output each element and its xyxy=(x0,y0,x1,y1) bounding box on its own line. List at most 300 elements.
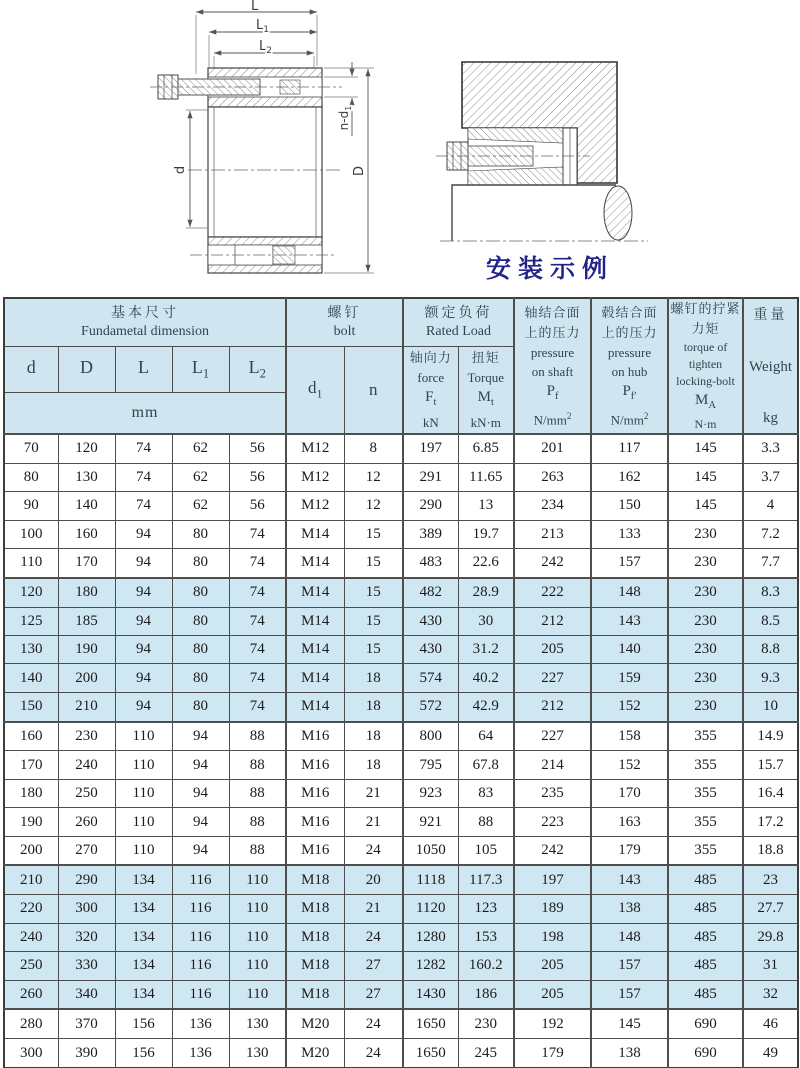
table-cell: 134 xyxy=(115,895,172,923)
table-cell: 210 xyxy=(4,865,58,894)
table-cell: 485 xyxy=(668,952,743,980)
table-cell: 222 xyxy=(514,578,591,607)
force-symbol: $F_t$ xyxy=(425,388,437,408)
locking-assembly-section xyxy=(436,128,590,185)
table-cell: 179 xyxy=(514,1039,591,1068)
col-torque xyxy=(458,346,514,434)
table-cell: 18 xyxy=(344,664,403,692)
table-cell: 145 xyxy=(668,492,743,520)
table-cell: 290 xyxy=(403,492,458,520)
table-cell: 227 xyxy=(514,664,591,692)
table-cell: 250 xyxy=(58,779,115,807)
col-n: n xyxy=(344,346,403,434)
table-cell: 234 xyxy=(514,492,591,520)
table-cell: 148 xyxy=(591,578,668,607)
torque-en: Torque xyxy=(467,369,505,385)
installation-caption: 安装示例 xyxy=(486,256,615,283)
table-cell: 1282 xyxy=(403,952,458,980)
dimension-D xyxy=(324,68,374,273)
torque-unit: kN·m xyxy=(470,414,501,430)
table-cell: 156 xyxy=(115,1009,172,1038)
table-row xyxy=(4,578,798,607)
table-cell: 46 xyxy=(743,1009,798,1038)
table-cell: 214 xyxy=(514,751,591,779)
table-cell: 230 xyxy=(458,1009,514,1038)
table-cell: 230 xyxy=(668,664,743,692)
table-cell: 74 xyxy=(229,520,286,548)
torque-symbol: $M_t$ xyxy=(477,388,494,408)
table-cell: 31.2 xyxy=(458,636,514,664)
table-cell: 430 xyxy=(403,636,458,664)
table-cell: 300 xyxy=(58,895,115,923)
table-cell: 94 xyxy=(115,664,172,692)
table-cell: 240 xyxy=(4,923,58,951)
table-cell: 56 xyxy=(229,492,286,520)
table-cell: 152 xyxy=(591,751,668,779)
tighten-en2: tighten xyxy=(688,357,723,371)
table-cell: M16 xyxy=(286,751,344,779)
table-cell: 74 xyxy=(115,492,172,520)
table-cell: 110 xyxy=(4,549,58,578)
table-cell: 20 xyxy=(344,865,403,894)
table-cell: 152 xyxy=(591,692,668,721)
table-cell: M14 xyxy=(286,636,344,664)
table-cell: 32 xyxy=(743,980,798,1009)
table-cell: 355 xyxy=(668,808,743,836)
table-cell: 153 xyxy=(458,923,514,951)
table-cell: 150 xyxy=(591,492,668,520)
table-cell: 355 xyxy=(668,751,743,779)
force-unit: kN xyxy=(422,414,439,430)
table-cell: 13 xyxy=(458,492,514,520)
table-cell: 7.2 xyxy=(743,520,798,548)
table-cell: 105 xyxy=(458,836,514,865)
table-cell: 230 xyxy=(668,520,743,548)
table-cell: 10 xyxy=(743,692,798,721)
table-cell: 134 xyxy=(115,865,172,894)
col-L2: $L_2$ xyxy=(229,346,286,392)
table-cell: 80 xyxy=(172,520,229,548)
table-cell: 190 xyxy=(4,808,58,836)
phub-cn1: 毂结合面 xyxy=(601,304,658,320)
table-cell: 67.8 xyxy=(458,751,514,779)
table-cell: 74 xyxy=(229,549,286,578)
table-cell: 227 xyxy=(514,722,591,751)
table-cell: 179 xyxy=(591,836,668,865)
weight-en: Weight xyxy=(749,359,792,375)
table-cell: 482 xyxy=(403,578,458,607)
table-cell: 320 xyxy=(58,923,115,951)
table-cell: 158 xyxy=(591,722,668,751)
table-row xyxy=(4,664,798,692)
table-cell: M14 xyxy=(286,578,344,607)
table-cell: 16.4 xyxy=(743,779,798,807)
table-cell: 572 xyxy=(403,692,458,721)
table-cell: 64 xyxy=(458,722,514,751)
table-cell: 355 xyxy=(668,779,743,807)
table-cell: M14 xyxy=(286,692,344,721)
table-cell: 245 xyxy=(458,1039,514,1068)
dimension-n-d1 xyxy=(324,62,358,136)
table-cell: 120 xyxy=(4,578,58,607)
table-cell: 31 xyxy=(743,952,798,980)
table-cell: 230 xyxy=(668,549,743,578)
table-cell: 125 xyxy=(4,607,58,635)
table-cell: 145 xyxy=(668,463,743,491)
table-cell: 170 xyxy=(4,751,58,779)
table-cell: 94 xyxy=(172,751,229,779)
table-cell: 8 xyxy=(344,434,403,463)
table-cell: M14 xyxy=(286,520,344,548)
table-cell: 389 xyxy=(403,520,458,548)
table-row xyxy=(4,1009,798,1038)
table-cell: 162 xyxy=(591,463,668,491)
table-cell: 390 xyxy=(58,1039,115,1068)
bolt-en: bolt xyxy=(333,323,356,339)
table-cell: 138 xyxy=(591,1039,668,1068)
table-row xyxy=(4,779,798,807)
table-cell: 56 xyxy=(229,434,286,463)
rated-en: Rated Load xyxy=(426,323,491,339)
table-cell: 134 xyxy=(115,952,172,980)
table-cell: 242 xyxy=(514,836,591,865)
table-cell: 170 xyxy=(58,549,115,578)
weight-unit: kg xyxy=(763,410,779,426)
table-cell: 300 xyxy=(4,1039,58,1068)
table-cell: 27.7 xyxy=(743,895,798,923)
table-cell: 140 xyxy=(4,664,58,692)
table-cell: 3.3 xyxy=(743,434,798,463)
col-L: L xyxy=(115,346,172,392)
table-cell: 160 xyxy=(4,722,58,751)
table-cell: 116 xyxy=(172,865,229,894)
table-cell: 94 xyxy=(172,836,229,865)
table-cell: 94 xyxy=(115,607,172,635)
table-cell: 197 xyxy=(403,434,458,463)
table-cell: 94 xyxy=(115,578,172,607)
table-cell: 242 xyxy=(514,549,591,578)
col-tighten-torque xyxy=(668,298,743,434)
table-row xyxy=(4,722,798,751)
table-cell: 24 xyxy=(344,1039,403,1068)
table-cell: 138 xyxy=(591,895,668,923)
table-cell: 94 xyxy=(172,722,229,751)
col-bolt xyxy=(286,298,403,346)
table-cell: 200 xyxy=(58,664,115,692)
table-cell: 1650 xyxy=(403,1039,458,1068)
table-cell: 80 xyxy=(172,549,229,578)
dim-label-n-d1: $n-d_1$ xyxy=(337,105,353,131)
col-D: D xyxy=(58,346,115,392)
table-cell: 1430 xyxy=(403,980,458,1009)
table-cell: 163 xyxy=(591,808,668,836)
basic-cn: 基本尺寸 xyxy=(111,305,179,321)
table-cell: 1280 xyxy=(403,923,458,951)
table-cell: M18 xyxy=(286,895,344,923)
table-cell: 130 xyxy=(229,1009,286,1038)
table-cell: 80 xyxy=(172,692,229,721)
table-cell: 130 xyxy=(58,463,115,491)
table-cell: 11.65 xyxy=(458,463,514,491)
table-cell: 116 xyxy=(172,952,229,980)
col-L1: $L_1$ xyxy=(172,346,229,392)
torque-cn: 扭矩 xyxy=(471,349,500,365)
table-cell: 110 xyxy=(229,980,286,1009)
table-cell: 23 xyxy=(743,865,798,894)
table-cell: 110 xyxy=(115,779,172,807)
table-cell: 116 xyxy=(172,980,229,1009)
table-cell: 140 xyxy=(591,636,668,664)
table-cell: M18 xyxy=(286,952,344,980)
table-cell: 12 xyxy=(344,463,403,491)
table-cell: 330 xyxy=(58,952,115,980)
table-row xyxy=(4,1039,798,1068)
table-cell: 9.3 xyxy=(743,664,798,692)
table-cell: 62 xyxy=(172,492,229,520)
table-cell: 291 xyxy=(403,463,458,491)
table-cell: 290 xyxy=(58,865,115,894)
table-cell: M18 xyxy=(286,865,344,894)
table-cell: 62 xyxy=(172,463,229,491)
table-cell: M16 xyxy=(286,836,344,865)
table-cell: M12 xyxy=(286,463,344,491)
table-cell: 88 xyxy=(229,751,286,779)
table-row xyxy=(4,865,798,894)
table-cell: 49 xyxy=(743,1039,798,1068)
tighten-cn1: 螺钉的拧紧 xyxy=(670,301,741,316)
table-cell: M12 xyxy=(286,434,344,463)
table-row xyxy=(4,607,798,635)
table-cell: 430 xyxy=(403,607,458,635)
table-cell: 110 xyxy=(115,722,172,751)
table-cell: 21 xyxy=(344,779,403,807)
table-cell: 88 xyxy=(229,808,286,836)
table-cell: 134 xyxy=(115,980,172,1009)
table-row xyxy=(4,895,798,923)
tighten-unit: N·m xyxy=(694,417,717,431)
dim-label-D: D xyxy=(352,165,367,177)
phub-unit: $N/mm^2$ xyxy=(610,410,649,428)
table-cell: 280 xyxy=(4,1009,58,1038)
table-cell: 210 xyxy=(58,692,115,721)
table-cell: 94 xyxy=(115,692,172,721)
table-cell: 40.2 xyxy=(458,664,514,692)
table-cell: 205 xyxy=(514,980,591,1009)
tighten-en1: torque of xyxy=(683,340,728,354)
table-cell: 17.2 xyxy=(743,808,798,836)
table-cell: 110 xyxy=(229,865,286,894)
table-cell: 485 xyxy=(668,980,743,1009)
table-row xyxy=(4,980,798,1009)
table-cell: 100 xyxy=(4,520,58,548)
table-cell: 110 xyxy=(229,952,286,980)
table-cell: 156 xyxy=(115,1039,172,1068)
table-cell: 260 xyxy=(4,980,58,1009)
table-row xyxy=(4,751,798,779)
table-cell: 485 xyxy=(668,865,743,894)
table-cell: 157 xyxy=(591,549,668,578)
table-cell: 140 xyxy=(58,492,115,520)
table-row xyxy=(4,836,798,865)
table-cell: 15 xyxy=(344,578,403,607)
table-cell: 7.7 xyxy=(743,549,798,578)
table-cell: 190 xyxy=(58,636,115,664)
table-cell: 160 xyxy=(58,520,115,548)
table-cell: 24 xyxy=(344,1009,403,1038)
table-cell: 110 xyxy=(115,836,172,865)
table-cell: 80 xyxy=(172,607,229,635)
table-cell: 74 xyxy=(229,578,286,607)
table-cell: 923 xyxy=(403,779,458,807)
table-cell: 220 xyxy=(4,895,58,923)
table-cell: 1050 xyxy=(403,836,458,865)
col-pressure-hub xyxy=(591,298,668,434)
table-cell: 110 xyxy=(115,751,172,779)
dim-label-L1: $L_1$ xyxy=(256,18,269,35)
dimension-L2 xyxy=(214,39,314,70)
tighten-cn2: 力矩 xyxy=(691,321,720,336)
table-cell: 88 xyxy=(229,836,286,865)
table-cell: 15 xyxy=(344,607,403,635)
phub-en2: on hub xyxy=(611,363,648,379)
table-cell: 270 xyxy=(58,836,115,865)
table-cell: 74 xyxy=(229,636,286,664)
table-cell: M14 xyxy=(286,607,344,635)
specs-table xyxy=(3,297,799,1068)
col-pressure-shaft xyxy=(514,298,591,434)
table-cell: 134 xyxy=(115,923,172,951)
table-cell: 143 xyxy=(591,865,668,894)
table-cell: 921 xyxy=(403,808,458,836)
col-basic-dimension xyxy=(4,298,286,346)
table-cell: 90 xyxy=(4,492,58,520)
table-cell: 136 xyxy=(172,1039,229,1068)
table-cell: M16 xyxy=(286,779,344,807)
table-row xyxy=(4,692,798,721)
table-cell: 485 xyxy=(668,895,743,923)
table-row xyxy=(4,636,798,664)
specs-table-body xyxy=(4,434,798,1068)
table-cell: 123 xyxy=(458,895,514,923)
table-cell: 74 xyxy=(229,664,286,692)
table-cell: 62 xyxy=(172,434,229,463)
table-cell: M20 xyxy=(286,1009,344,1038)
tighten-symbol: $M_A$ xyxy=(695,392,716,411)
table-cell: 800 xyxy=(403,722,458,751)
table-cell: 185 xyxy=(58,607,115,635)
table-cell: 201 xyxy=(514,434,591,463)
dim-label-L2: $L_2$ xyxy=(259,39,272,56)
tighten-en3: locking-bolt xyxy=(676,374,735,388)
table-cell: 18.8 xyxy=(743,836,798,865)
table-cell: M14 xyxy=(286,664,344,692)
table-cell: 690 xyxy=(668,1039,743,1068)
table-row xyxy=(4,952,798,980)
bolt-cn: 螺钉 xyxy=(327,305,362,321)
col-d1: $d_1$ xyxy=(286,346,344,434)
table-cell: 133 xyxy=(591,520,668,548)
pshaft-en1: pressure xyxy=(530,344,575,360)
table-cell: 120 xyxy=(58,434,115,463)
table-cell: 80 xyxy=(172,578,229,607)
table-cell: 148 xyxy=(591,923,668,951)
table-cell: 483 xyxy=(403,549,458,578)
weight-cn: 重量 xyxy=(753,308,788,323)
col-d: d xyxy=(4,346,58,392)
table-cell: 170 xyxy=(591,779,668,807)
table-row xyxy=(4,923,798,951)
table-cell: 28.9 xyxy=(458,578,514,607)
table-cell: 1120 xyxy=(403,895,458,923)
table-cell: 22.6 xyxy=(458,549,514,578)
table-cell: 18 xyxy=(344,722,403,751)
table-cell: 1650 xyxy=(403,1009,458,1038)
table-cell: 205 xyxy=(514,952,591,980)
table-cell: 24 xyxy=(344,836,403,865)
table-cell: 21 xyxy=(344,808,403,836)
table-cell: 143 xyxy=(591,607,668,635)
table-cell: 110 xyxy=(115,808,172,836)
basic-en: Fundametal dimension xyxy=(81,323,209,339)
table-cell: 8.3 xyxy=(743,578,798,607)
table-cell: 340 xyxy=(58,980,115,1009)
table-cell: 235 xyxy=(514,779,591,807)
table-cell: 574 xyxy=(403,664,458,692)
locking-assembly-drawing xyxy=(130,0,410,292)
table-cell: 263 xyxy=(514,463,591,491)
table-cell: 21 xyxy=(344,895,403,923)
table-cell: M18 xyxy=(286,923,344,951)
table-cell: 212 xyxy=(514,692,591,721)
table-cell: 189 xyxy=(514,895,591,923)
table-cell: 30 xyxy=(458,607,514,635)
table-row xyxy=(4,520,798,548)
table-cell: 230 xyxy=(668,692,743,721)
table-cell: 130 xyxy=(4,636,58,664)
table-cell: 192 xyxy=(514,1009,591,1038)
table-cell: M12 xyxy=(286,492,344,520)
table-cell: 117.3 xyxy=(458,865,514,894)
table-cell: 230 xyxy=(58,722,115,751)
table-cell: 150 xyxy=(4,692,58,721)
table-cell: 74 xyxy=(229,692,286,721)
table-cell: 116 xyxy=(172,923,229,951)
col-force xyxy=(403,346,458,434)
table-cell: 145 xyxy=(591,1009,668,1038)
table-cell: 74 xyxy=(115,434,172,463)
table-cell: M16 xyxy=(286,808,344,836)
table-cell: 223 xyxy=(514,808,591,836)
table-cell: 260 xyxy=(58,808,115,836)
shaft-section xyxy=(440,185,648,241)
table-cell: 230 xyxy=(668,607,743,635)
table-cell: 3.7 xyxy=(743,463,798,491)
table-cell: 159 xyxy=(591,664,668,692)
table-cell: 198 xyxy=(514,923,591,951)
phub-en1: pressure xyxy=(607,344,652,360)
table-cell: 230 xyxy=(668,636,743,664)
table-cell: 74 xyxy=(115,463,172,491)
table-cell: 14.9 xyxy=(743,722,798,751)
table-cell: 117 xyxy=(591,434,668,463)
table-cell: 200 xyxy=(4,836,58,865)
row-unit-mm: mm xyxy=(4,392,286,434)
table-cell: 80 xyxy=(172,636,229,664)
table-cell: 83 xyxy=(458,779,514,807)
pshaft-unit: $N/mm^2$ xyxy=(533,410,572,428)
table-cell: 27 xyxy=(344,980,403,1009)
table-cell: 15 xyxy=(344,549,403,578)
